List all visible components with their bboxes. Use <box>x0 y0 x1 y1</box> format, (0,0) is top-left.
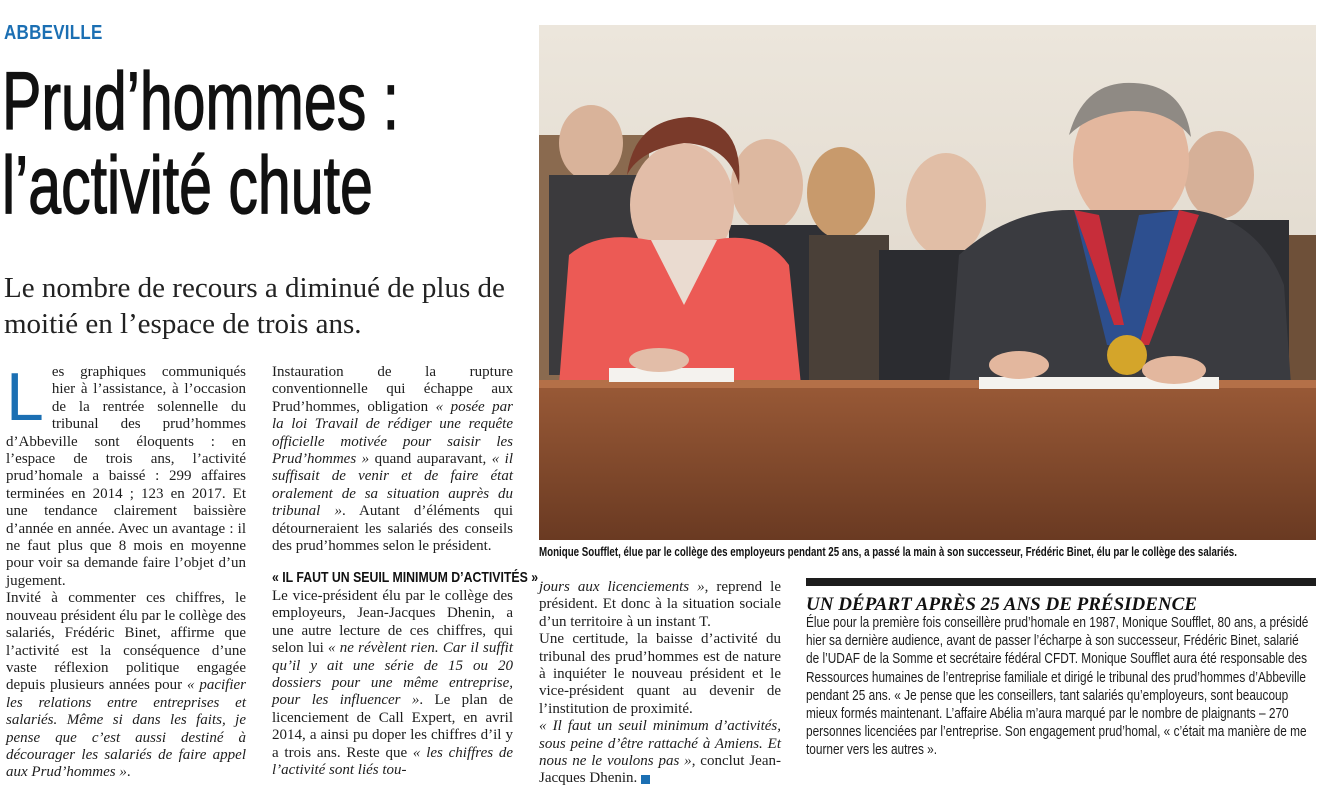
sidebar-rule <box>806 578 1316 586</box>
article-column-3 <box>539 579 781 788</box>
paragraph-text: Instauration de la rupture conventionnelle qui échappe aux Prud’hommes, obligation <box>272 364 513 415</box>
end-of-article-mark <box>641 775 650 784</box>
paragraph-text: quand auparavant, <box>369 451 492 468</box>
headline <box>2 56 400 231</box>
article-column-2 <box>272 364 539 779</box>
quote: « les chiffres de l’activité sont liés tou- <box>272 744 513 778</box>
paragraph <box>272 364 513 555</box>
paragraph-text: , reprend le président. Et donc à la situation sociale d’un territoire à un instant T. <box>539 579 781 630</box>
paragraph <box>539 718 781 788</box>
paragraph-text: , conclut Jean-Jacques Dhenin. <box>539 753 781 787</box>
sidebar-title: UN DÉPART APRÈS 25 ANS DE PRÉSIDENCE <box>806 594 1197 615</box>
paragraph-text: Une certitude, la baisse d’activité du tribunal des prud’hommes est de nature à inquiéter le nouveau président et le vice-président quant au devenir de l’institution de proximité. <box>539 631 781 717</box>
paragraph-text: . Autant d’éléments qui détourneraient les salariés des conseils des prud’hommes selon le président. <box>272 503 513 555</box>
quote: jours aux licenciements » <box>539 579 705 595</box>
quote: « posée par la loi Travail de rédiger une requête officielle motivée pour saisir les Prud’hommes » <box>272 398 513 468</box>
paragraph <box>539 631 781 718</box>
article-column-1 <box>6 359 246 782</box>
photo-illustration <box>539 25 1316 540</box>
quote: « Il faut un seuil minimum d’activités, sous peine d’être rattaché à Amiens. Et nous ne le voulons pas » <box>539 718 781 770</box>
sidebar-text: Élue pour la première fois conseillère prud’homale en 1987, Monique Soufflet, 80 ans, a présidé hier sa dernière audience, avant de passer l’écharpe à son successeur, Frédéric Binet, salarié de l’UDAF de la Somme et secrétaire fédéral CFDT. Monique Soufflet aura été responsable des Ressources humaines de l’entreprise familiale et dirigé le tribunal des prud’hommes d’Abbeville pendant 25 ans. « Je pense que les conseillers, tant salariés qu’employeurs, sont beaucoup mieux formés maintenant. L’affaire Abélia m’aura marqué par le nombre de plaignants – 270 personnes licenciées par l’entreprise. Son engagement prud’homal, « c’était ma manière de me tourner vers les autres ». <box>806 614 1309 759</box>
headline-line-2: l’activité chute <box>2 140 373 231</box>
quote: « il suffisait de venir et de faire état oralement de sa situation auprès du tribunal » <box>272 451 514 520</box>
quote: « ne révèlent rien. Car il suffit qu’il y ait une série de 15 ou 20 dossiers pour une même entreprise, pour les influencer » <box>272 640 513 709</box>
paragraph-text: Le vice-président élu par le collège des employeurs, Jean-Jacques Dhenin, a une autre lecture de ces chiffres, qui selon lui <box>272 587 513 657</box>
paragraph-text: . Le plan de licenciement de Call Expert, en avril 2014, a ainsi pu doper les chiffres d’il y a trois ans. Reste que <box>272 692 513 761</box>
photo-caption: Monique Soufflet, élue par le collège des employeurs pendant 25 ans, a passé la main à son successeur, Frédéric Binet, élu par le collège des salariés. <box>539 545 1237 559</box>
deck-subtitle: Le nombre de recours a diminué de plus de moitié en l’espace de trois ans. <box>4 272 505 340</box>
drop-cap: L <box>6 359 44 435</box>
section-rubric: ABBEVILLE <box>4 22 103 44</box>
paragraph <box>272 588 513 779</box>
paragraph <box>6 590 246 781</box>
headline-line-1: Prud’hommes : <box>2 56 400 147</box>
paragraph-text: es graphiques communiqués hier à l’assistance, à l’occasion de la rentrée solennelle du tribunal des prud’hommes d’Abbeville sont éloquents : en l’espace de trois ans, l’activité prud’homale a baissé : 299 affaires terminées en 2014 ; 123 en 2017. Et une tendance clairement baissière d’année en année. Avec un avantage : il ne faut plus que 8 mois en moyenne pour voir sa demande faire l’objet d’un jugement. <box>6 364 246 589</box>
inter-title: « IL FAUT UN SEUIL MINIMUM D’ACTIVITÉS » <box>272 569 539 587</box>
quote: « pacifier les relations entre entreprises et salariés. Même si dans les faits, je pense que c’est aussi destiné à décourager les salariés de faire appel aux Prud’hommes » <box>6 677 246 781</box>
paragraph-text: Invité à commenter ces chiffres, le nouveau président élu par le collège des salariés, Frédéric Binet, affirme que l’activité est la conséquence d’une vaste réflexion politique engagée depuis plusieurs années pour <box>6 590 246 694</box>
article-photo <box>539 25 1316 540</box>
paragraph <box>539 579 781 631</box>
paragraph-text: . <box>126 764 131 781</box>
